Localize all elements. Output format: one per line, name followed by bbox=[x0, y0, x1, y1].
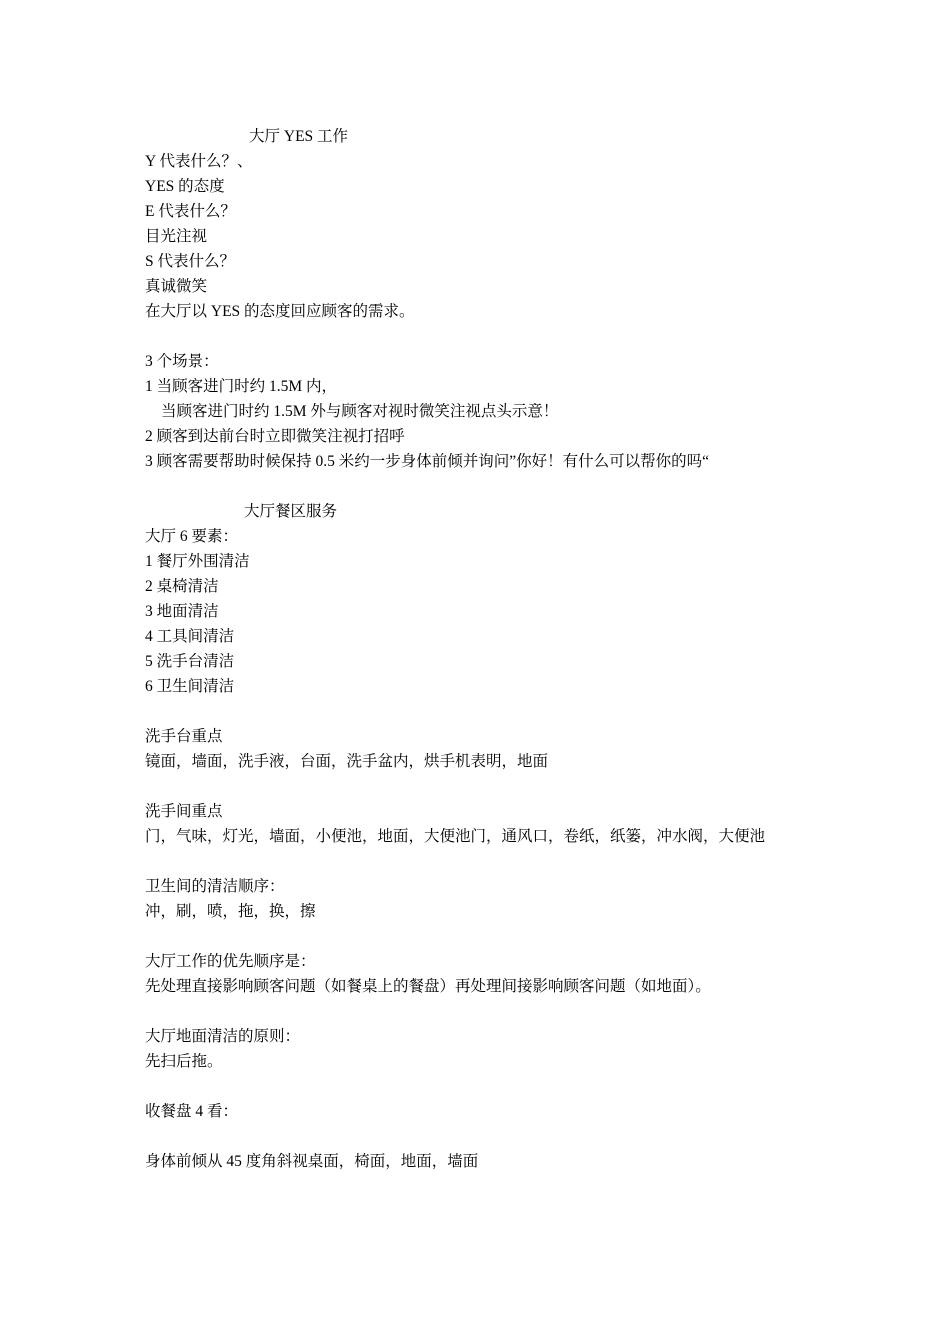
sink-text: 镜面，墙面，洗手液，台面，洗手盆内，烘手机表明，地面 bbox=[145, 753, 549, 770]
blank-line bbox=[145, 324, 815, 349]
order-text: 冲，刷，喷，拖，换，擦 bbox=[145, 903, 316, 920]
scene-heading: 3 个场景： bbox=[145, 353, 219, 370]
restroom-text: 门，气味，灯光，墙面，小便池，地面，大便池门，通风口，卷纸，纸篓，冲水阀，大便池 bbox=[145, 828, 766, 845]
priority-text: 先处理直接影响顾客问题（如餐桌上的餐盘）再处理间接影响顾客问题（如地面）。 bbox=[145, 978, 711, 995]
document-body bbox=[145, 124, 815, 1174]
scene-item: 2 顾客到达前台时立即微笑注视打招呼 bbox=[145, 428, 405, 445]
order-heading: 卫生间的清洁顺序： bbox=[145, 878, 285, 895]
blank-line bbox=[145, 924, 815, 949]
element-item: 6 卫生间清洁 bbox=[145, 678, 235, 695]
section-title-dining: 大厅餐区服务 bbox=[244, 503, 338, 520]
scene-item-detail: 当顾客进门时约 1.5M 外与顾客对视时微笑注视点头示意！ bbox=[161, 403, 559, 420]
yes-line: YES 的态度 bbox=[145, 178, 225, 195]
floor-heading: 大厅地面清洁的原则： bbox=[145, 1028, 301, 1045]
yes-line: E 代表什么？ bbox=[145, 203, 236, 220]
blank-line bbox=[145, 474, 815, 499]
scene-item: 1 当顾客进门时约 1.5M 内， bbox=[145, 378, 338, 395]
yes-summary: 在大厅以 YES 的态度回应顾客的需求。 bbox=[145, 303, 415, 320]
blank-line bbox=[145, 999, 815, 1024]
yes-line: S 代表什么？ bbox=[145, 253, 235, 270]
yes-line: Y 代表什么？、 bbox=[145, 153, 253, 170]
tray-heading: 收餐盘 4 看： bbox=[145, 1103, 239, 1120]
scene-item: 3 顾客需要帮助时候保持 0.5 米约一步身体前倾并询问”你好！有什么可以帮你的吗“ bbox=[145, 453, 710, 470]
element-item: 2 桌椅清洁 bbox=[145, 578, 219, 595]
blank-line bbox=[145, 699, 815, 724]
element-item: 1 餐厅外围清洁 bbox=[145, 553, 250, 570]
restroom-heading: 洗手间重点 bbox=[145, 803, 223, 820]
priority-heading: 大厅工作的优先顺序是： bbox=[145, 953, 316, 970]
yes-line: 真诚微笑 bbox=[145, 278, 208, 295]
yes-line: 目光注视 bbox=[145, 228, 208, 245]
element-item: 4 工具间清洁 bbox=[145, 628, 235, 645]
element-item: 3 地面清洁 bbox=[145, 603, 219, 620]
blank-line bbox=[145, 774, 815, 799]
elements-heading: 大厅 6 要素： bbox=[145, 528, 239, 545]
blank-line bbox=[145, 1074, 815, 1099]
element-item: 5 洗手台清洁 bbox=[145, 653, 235, 670]
blank-line bbox=[145, 849, 815, 874]
tray-text: 身体前倾从 45 度角斜视桌面，椅面，地面，墙面 bbox=[145, 1153, 479, 1170]
blank-line bbox=[145, 1124, 815, 1149]
section-title-yes: 大厅 YES 工作 bbox=[249, 128, 349, 145]
floor-text: 先扫后拖。 bbox=[145, 1053, 223, 1070]
sink-heading: 洗手台重点 bbox=[145, 728, 223, 745]
